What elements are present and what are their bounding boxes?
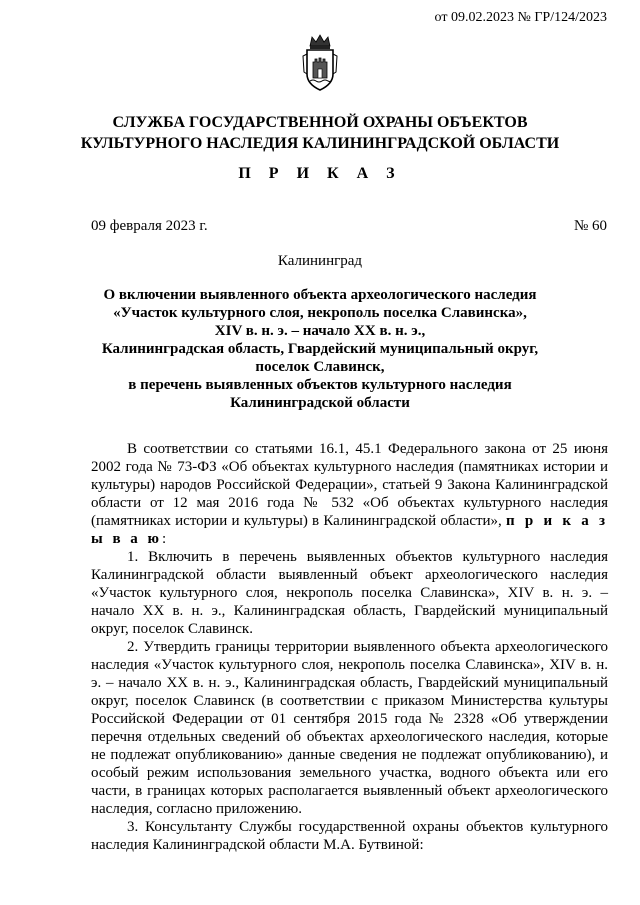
subject-line: О включении выявленного объекта археологического наследия [103, 287, 537, 303]
order-title: П Р И К А З [238, 165, 402, 182]
order-date: 09 февраля 2023 г. [91, 218, 208, 234]
order-body [91, 440, 608, 854]
decree-colon: : [162, 531, 167, 547]
decree-word: п р и к а з ы в а ю [91, 513, 608, 547]
subject-line: в перечень выявленных объектов культурного наследия [128, 377, 512, 393]
agency-name [0, 112, 640, 154]
agency-name-line1: СЛУЖБА ГОСУДАРСТВЕННОЙ ОХРАНЫ ОБЪЕКТОВ [112, 114, 528, 131]
order-subject [0, 286, 640, 412]
agency-name-line2: КУЛЬТУРНОГО НАСЛЕДИЯ КАЛИНИНГРАДСКОЙ ОБЛАСТИ [80, 135, 560, 152]
item-1: 1. Включить в перечень выявленных объектов культурного наследия Калининградской области выявленный объект археологического наследия «Участок культурного слоя, некрополь поселка Славинска», XIV в. н. э. – начало XX в. н. э., Калининградская область, Гвардейский муниципальный округ, поселок Славинск. [91, 549, 608, 637]
subject-line: Калининградская область, Гвардейский муниципальный округ, [101, 341, 539, 357]
order-city: Калининград [277, 253, 363, 269]
intro-text: В соответствии со статьями 16.1, 45.1 Федерального закона от 25 июня 2002 года № 73-ФЗ «Об объектах культурного наследия (памятниках истории и культуры) народов Российской Федерации», статьей 9 Закона Калининградской области от 12 мая 2016 года № 532 «Об объектах культурного наследия (памятниках истории и культуры) в Калининградской области», [91, 441, 608, 529]
subject-line: Калининградской области [230, 395, 410, 411]
subject-line: XIV в. н. э. – начало XX в. н. э., [214, 323, 426, 339]
registration-number: от 09.02.2023 № ГР/124/2023 [434, 10, 607, 25]
intro-paragraph [91, 440, 608, 548]
coat-of-arms-icon [302, 34, 338, 92]
item-3: 3. Консультанту Службы государственной охраны объектов культурного наследия Калининградской области М.А. Бутвиной: [91, 819, 608, 853]
subject-line: поселок Славинск, [255, 359, 385, 375]
order-number: № 60 [573, 218, 607, 234]
item-2: 2. Утвердить границы территории выявленного объекта археологического наследия «Участок культурного слоя, некрополь поселка Славинска», XIV в. н. э. – начало XX в. н. э., Калининградская область, Гвардейский муниципальный округ, поселок Славинск (в соответствии с приказом Министерства культуры Российской Федерации от 01 сентября 2015 года № 2328 «Об утверждении перечня отдельных сведений об объектах археологического наследия, которые не подлежат опубликованию» данные сведения не подлежат опубликованию), и особый режим использования земельного участка, водного объекта или его части, в границах которых располагается выявленный объект археологического наследия, согласно приложению. [91, 639, 608, 817]
subject-line: «Участок культурного слоя, некрополь поселка Славинска», [113, 305, 527, 321]
